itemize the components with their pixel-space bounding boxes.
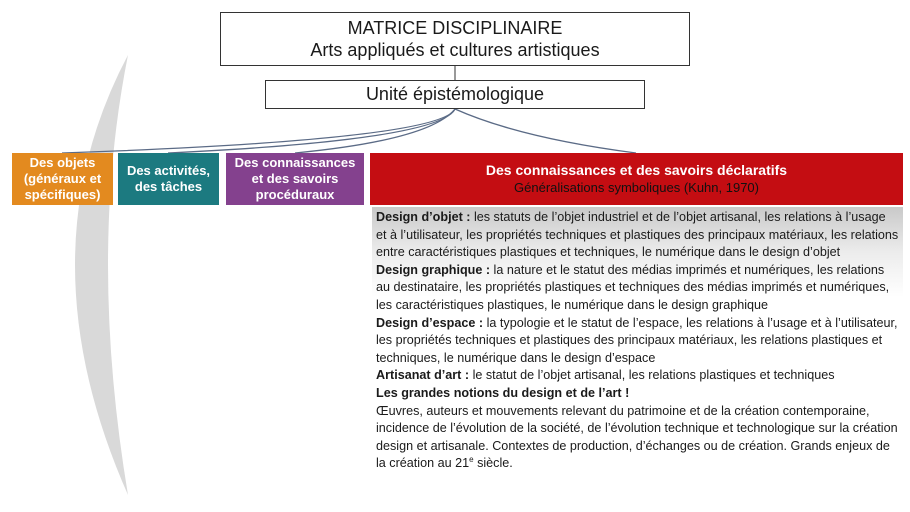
section-text: le statut de l’objet artisanal, les relations plastiques et techniques xyxy=(469,368,835,383)
matrix-title: MATRICE DISCIPLINAIRE xyxy=(347,18,563,38)
category-objets-line3: spécifiques) xyxy=(24,187,101,202)
category-procedural xyxy=(226,153,364,205)
section-design-espace xyxy=(376,315,899,368)
section-heading: Artisanat d’art : xyxy=(376,368,470,383)
section-heading: Design d’espace : xyxy=(376,315,484,330)
category-activites xyxy=(118,153,219,205)
section-artisanat-art xyxy=(376,367,899,385)
connector-objets xyxy=(62,109,455,153)
category-objets-line1: Des objets xyxy=(29,155,96,170)
section-grandes-notions-text xyxy=(376,403,899,473)
section-text: la typologie et le statut de l’espace, les relations à l’usage et à l’utilisateur, les propriétés techniques et plastiques des principaux matériaux, les relations plastiques et techniques, le numérique dans le design d’espace xyxy=(376,315,898,365)
category-objets-line2: (généraux et xyxy=(23,171,102,186)
category-declaratif xyxy=(370,153,903,205)
section-heading: Design d’objet : xyxy=(376,210,471,224)
section-text: la nature et le statut des médias imprimés et numériques, les relations au destinataire, les propriétés plastiques et techniques des médias imprimés et numériques, les caractéristiques plastiques, le numérique dans le design graphique xyxy=(376,262,890,312)
section-design-objet xyxy=(376,209,899,262)
section-design-graphique xyxy=(376,262,899,315)
category-activites-line1: Des activités, xyxy=(126,163,211,178)
epistemological-unit-label: Unité épistémologique xyxy=(365,84,545,104)
notions-text: Œuvres, auteurs et mouvements relevant du patrimoine et de la création contemporaine, incidence de l’évolution de la société, de l’évolution technique et technologique sur la création design et artisanale. Contextes de production, d’échanges ou de création. Grands enjeux de la création au 21 xyxy=(376,403,898,471)
matrix-title-box xyxy=(220,12,690,66)
matrix-subtitle: Arts appliqués et cultures artistiques xyxy=(310,40,600,60)
category-procedural-line2: et des savoirs xyxy=(251,171,339,186)
category-activites-line2: des tâches xyxy=(134,179,203,194)
category-procedural-line1: Des connaissances xyxy=(234,155,356,170)
notions-end: siècle. xyxy=(473,456,513,471)
category-procedural-line3: procéduraux xyxy=(255,187,335,202)
declarative-content-panel xyxy=(372,207,903,507)
section-grandes-notions-heading xyxy=(376,385,899,403)
notions-heading: Les grandes notions du design et de l’art ! xyxy=(376,385,630,400)
category-objets xyxy=(12,153,113,205)
connector-declaratif xyxy=(455,109,636,153)
notions-superscript: e xyxy=(469,455,474,465)
section-text: les statuts de l’objet industriel et de l’objet artisanal, les relations à l’usage et à l’utilisateur, les propriétés techniques et plastiques des principaux matériaux, les relations entre caractéristiques plastiques et techniques, le numérique dans le design d’objet xyxy=(376,210,899,260)
category-declaratif-title: Des connaissances et des savoirs déclaratifs xyxy=(485,162,788,178)
section-heading: Design graphique : xyxy=(376,262,491,277)
connector-procedural xyxy=(295,109,455,153)
category-declaratif-subtitle: Généralisations symboliques (Kuhn, 1970) xyxy=(514,180,759,195)
epistemological-unit-box xyxy=(265,80,645,109)
grey-crescent-arc xyxy=(75,55,128,495)
